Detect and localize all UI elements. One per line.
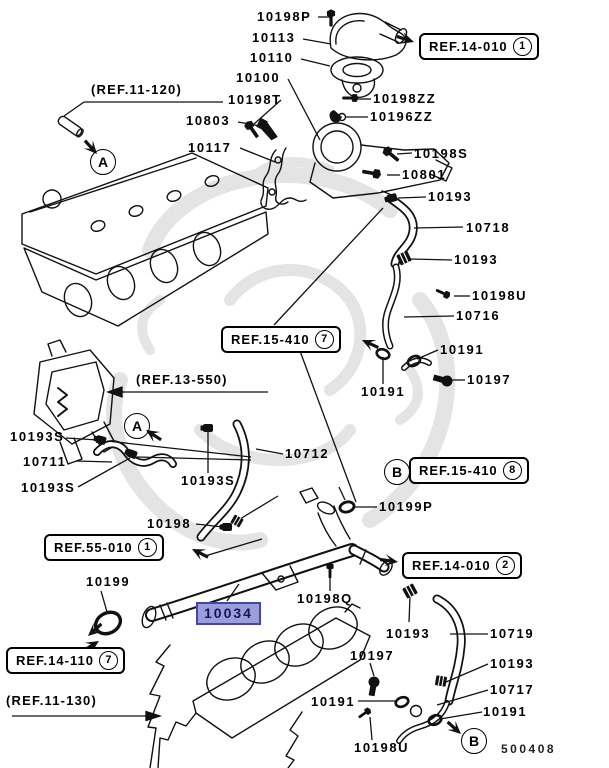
drawing-number: 500408	[501, 742, 557, 756]
part-label-10100: 10100	[236, 70, 281, 85]
callout-circle-b: B	[384, 459, 410, 485]
part-label-10191: 10191	[311, 694, 356, 709]
ref-box-circled-number: 1	[513, 37, 532, 56]
ref-box-text: REF.14-010	[429, 39, 508, 54]
part-label-10801: 10801	[402, 167, 447, 182]
ref-box-ref14-110-7	[6, 647, 125, 674]
part-label-10191: 10191	[440, 342, 485, 357]
part-label-10197: 10197	[467, 372, 512, 387]
part-label-10198U: 10198U	[472, 288, 528, 303]
part-label-10198S: 10198S	[414, 146, 469, 161]
part-label-10199: 10199	[86, 574, 131, 589]
ref-box-ref15-410-7	[221, 326, 341, 353]
part-label-10712: 10712	[285, 446, 330, 461]
callout-circle-a: A	[124, 413, 150, 439]
part-label-10198Q: 10198Q	[297, 591, 353, 606]
ref-note-ref11-130: (REF.11-130)	[6, 693, 97, 708]
part-label-10717: 10717	[490, 682, 535, 697]
part-label-10716: 10716	[456, 308, 501, 323]
part-label-10193S: 10193S	[181, 473, 236, 488]
ref-note-ref11-120: (REF.11-120)	[91, 82, 182, 97]
part-label-10198P: 10198P	[257, 9, 312, 24]
part-label-10193S: 10193S	[21, 480, 76, 495]
ref-box-text: REF.55-010	[54, 540, 133, 555]
part-label-10193: 10193	[386, 626, 431, 641]
part-label-10198ZZ: 10198ZZ	[373, 91, 437, 106]
ref-box-ref14-010-2	[402, 552, 522, 579]
part-label-10199P: 10199P	[379, 499, 434, 514]
ref-box-text: REF.15-410	[419, 463, 498, 478]
part-label-10198U: 10198U	[354, 740, 410, 755]
ref-box-text: REF.14-010	[412, 558, 491, 573]
part-label-10719: 10719	[490, 626, 535, 641]
part-label-10197: 10197	[350, 648, 395, 663]
ref-box-ref55-010-1	[44, 534, 164, 561]
ref-box-circled-number: 1	[138, 538, 157, 557]
part-label-10193: 10193	[490, 656, 535, 671]
part-label-10198T: 10198T	[228, 92, 282, 107]
part-label-10196ZZ: 10196ZZ	[370, 109, 434, 124]
ref-box-ref15-410-8	[409, 457, 529, 484]
highlighted-part-label-10034: 10034	[196, 602, 261, 625]
part-label-10113: 10113	[252, 30, 296, 45]
callout-circle-b: B	[461, 728, 487, 754]
part-label-10803: 10803	[186, 113, 231, 128]
part-label-10193S: 10193S	[10, 429, 65, 444]
part-label-10718: 10718	[466, 220, 511, 235]
ref-note-ref13-550: (REF.13-550)	[136, 372, 228, 387]
ref-box-text: REF.14-110	[16, 653, 94, 668]
ref-box-circled-number: 7	[315, 330, 334, 349]
part-label-10193: 10193	[454, 252, 499, 267]
ref-box-text: REF.15-410	[231, 332, 310, 347]
ref-box-circled-number: 8	[503, 461, 522, 480]
part-label-10193: 10193	[428, 189, 473, 204]
callout-circle-a: A	[90, 149, 116, 175]
part-label-10110: 10110	[250, 50, 294, 65]
part-label-10711: 10711	[23, 454, 67, 469]
part-label-10117: 10117	[188, 140, 232, 155]
part-label-10191: 10191	[483, 704, 528, 719]
ref-box-circled-number: 7	[99, 651, 118, 670]
ref-box-circled-number: 2	[496, 556, 515, 575]
part-label-10191: 10191	[361, 384, 406, 399]
part-label-10198: 10198	[147, 516, 192, 531]
ref-box-ref14-010-1	[419, 33, 539, 60]
